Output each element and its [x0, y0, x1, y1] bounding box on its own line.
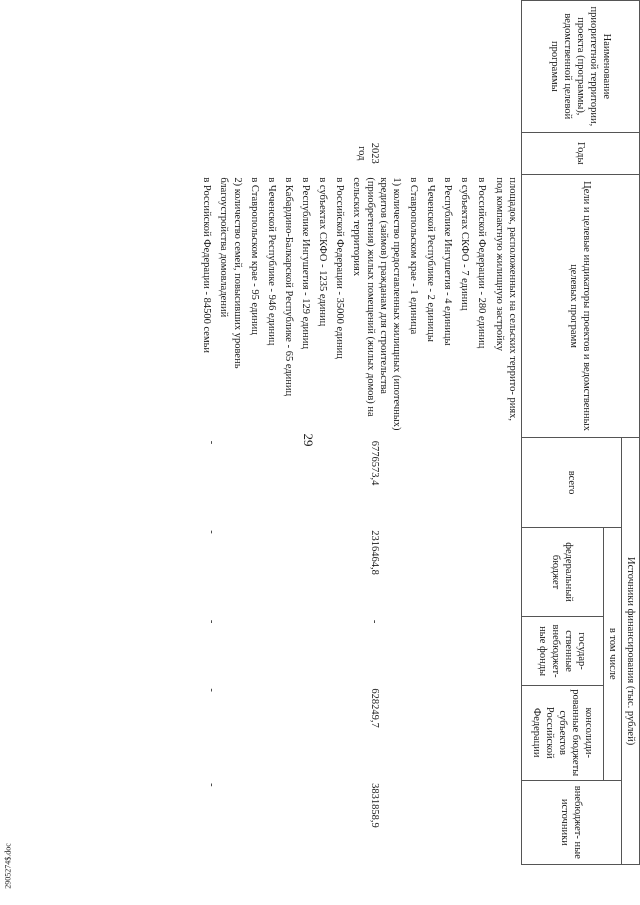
indicator-line: в Ставропольском крае - 1 единица [408, 177, 419, 335]
header-state-funds: государ- ственные внебюджет- ные фонды [521, 617, 603, 685]
federal-value-2: - [205, 530, 217, 534]
indicator-line: в Ставропольском крае - 95 единиц [248, 177, 260, 335]
indicator-line: 1) количество предоставленных жилищных (ипотечных) кредитов (займов) гражданам для строительства (приобретения) жилых помещений (жилых домов) на сельских территориях [351, 177, 402, 431]
table-row [194, 1, 521, 865]
indicator-line: в субъектах СКФО - 1235 единиц [317, 177, 329, 327]
state-funds-cell [194, 617, 521, 685]
indicator-line: в Кабардино-Балкарской Республике - 65 единиц [283, 177, 294, 397]
state-funds-value: - [368, 619, 380, 624]
total-value-2: - [205, 440, 217, 445]
indicator-line: в Российской Федерации - 35000 единиц [334, 177, 346, 359]
indicator-line: площадок, расположенных на сельских террито- риях, под компактную жилищную застройку [493, 177, 518, 422]
header-consolidated: консолиди- рованные бюджеты субъектов Российской Федерации [521, 685, 603, 780]
indicator-line: в субъектах СКФО - 7 единиц [459, 177, 471, 311]
total-cell [194, 438, 521, 528]
header-offbudget: внебюджет- ные источники [521, 780, 621, 864]
header-row-1 [621, 1, 639, 865]
indicator-line: в Республике Ингушетия - 4 единицы [442, 177, 454, 346]
header-name: Наименование приоритетной территории, проекта (программы), ведомственной целевой программы [521, 1, 639, 133]
state-funds-value-2: - [205, 619, 217, 624]
indicator-line: в Российской Федерации - 280 единиц [476, 177, 488, 349]
page-number: 29 [301, 433, 316, 447]
year-cell: 2023 год [355, 142, 380, 164]
consolidated-value: 628249,7 [368, 688, 380, 728]
indicator-line: 2) количество семей, повысивших уровень благоустройства домовладений [218, 177, 243, 369]
indicator-line: в Чеченской Республике - 2 единицы [425, 177, 437, 342]
footer-code: 2905274$.doc [3, 843, 13, 889]
name-cell [194, 1, 521, 133]
header-including: в том числе [603, 527, 621, 780]
total-value: 6776573,4 [368, 440, 380, 486]
indicator-line: в Чеченской Республике - 946 единиц [265, 177, 277, 346]
indicator-line: в Республике Ингушетия - 129 единиц [300, 177, 312, 350]
consolidated-cell [194, 685, 521, 780]
header-sources: Источники финансирования (тыс. рублей) [621, 438, 639, 865]
financing-table [194, 0, 640, 865]
header-total: всего [521, 438, 621, 528]
federal-cell [194, 527, 521, 617]
offbudget-value: 3831858,9 [368, 783, 380, 828]
consolidated-value-2: - [205, 688, 217, 692]
federal-value: 2316464,8 [368, 530, 380, 575]
header-years: Годы [521, 132, 639, 174]
header-federal: федеральный бюджет [521, 527, 603, 617]
document-table-sheet [170, 0, 640, 865]
offbudget-cell [194, 780, 521, 864]
indicators-cell [194, 174, 521, 437]
offbudget-value-2: - [205, 783, 217, 787]
indicator-line: в Российской Федерации - 84500 семьи [201, 177, 213, 354]
header-goals: Цели и целевые индикаторы проектов и ведомственных целевых программ [521, 174, 639, 437]
